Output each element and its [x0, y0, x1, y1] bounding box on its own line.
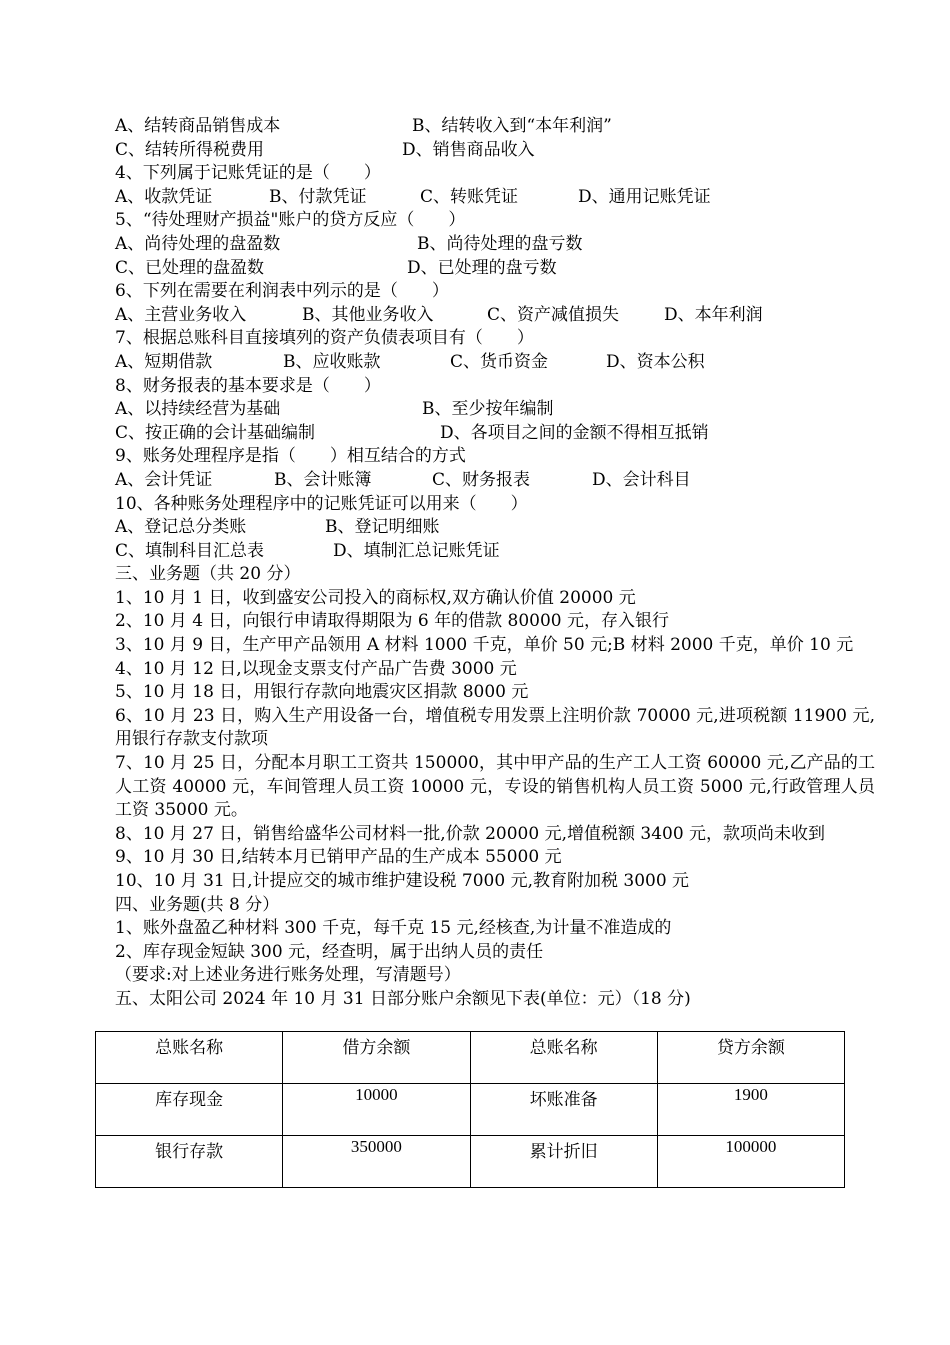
q10-option-d: D、填制汇总记账凭证	[333, 540, 500, 561]
q10-stem: 10、各种账务处理程序中的记账凭证可以用来（ ）	[115, 493, 528, 514]
header-account-name-debit: 总账名称	[96, 1032, 283, 1084]
q7-options	[115, 351, 875, 375]
q5-options-row-1	[115, 233, 875, 257]
section3-item-7: 7、10 月 25 日，分配本月职工工资共 150000，其中甲产品的生产工人工资 60000 元,乙产品的工人工资 40000 元，车间管理人员工资 10000 元，专设的销售机构人员工资 5000 元,行政管理人员工资 35000 元。	[115, 753, 875, 821]
table-cell: 1900	[657, 1084, 844, 1136]
section3-item-3: 3、10 月 9 日，生产甲产品领用 A 材料 1000 千克，单价 50 元;B 材料 2000 千克，单价 10 元	[115, 635, 854, 656]
section4-item-1: 1、账外盘盈乙种材料 300 千克，每千克 15 元,经核查,为计量不准造成的	[115, 918, 672, 939]
q4-options	[115, 186, 875, 210]
q4-stem: 4、下列属于记账凭证的是（ ）	[115, 163, 381, 184]
q10-option-c: C、填制科目汇总表	[115, 540, 265, 561]
q5-stem: 5、“待处理财产损益"账户的贷方反应（ ）	[115, 210, 466, 231]
table-cell: 银行存款	[96, 1136, 283, 1188]
q9-option-d: D、会计科目	[592, 469, 691, 490]
q5-option-b: B、尚待处理的盘亏数	[417, 233, 583, 254]
section4-item-2: 2、库存现金短缺 300 元，经查明，属于出纳人员的责任	[115, 941, 544, 962]
q8-option-d: D、各项目之间的金额不得相互抵销	[440, 422, 709, 443]
q8-option-a: A、以持续经营为基础	[115, 399, 281, 420]
table-cell: 10000	[283, 1084, 470, 1136]
q4-option-b: B、付款凭证	[269, 186, 367, 207]
section3-title: 三、业务题（共 20 分）	[115, 564, 301, 585]
section3-item-2: 2、10 月 4 日，向银行申请取得期限为 6 年的借款 80000 元，存入银行	[115, 611, 669, 632]
table-row	[96, 1136, 845, 1188]
q5-option-c: C、已处理的盘盈数	[115, 257, 265, 278]
q3-option-b: B、结转收入到“本年利润”	[412, 116, 612, 136]
q7-stem: 7、根据总账科目直接填列的资产负债表项目有（ ）	[115, 328, 534, 349]
q3-option-c: C、结转所得税费用	[115, 139, 265, 160]
q6-stem: 6、下列在需要在利润表中列示的是（ ）	[115, 281, 449, 302]
table-row	[96, 1084, 845, 1136]
q7-option-c: C、货币资金	[450, 351, 549, 372]
q9-options	[115, 469, 875, 493]
header-debit-balance: 借方余额	[283, 1032, 470, 1084]
q5-options-row-2	[115, 257, 875, 281]
section3-item-10: 10、10 月 31 日,计提应交的城市维护建设税 7000 元,教育附加税 3000 元	[115, 871, 690, 891]
section3-item-9: 9、10 月 30 日,结转本月已销甲产品的生产成本 55000 元	[115, 847, 562, 868]
section3-item-5: 5、10 月 18 日，用银行存款向地震灾区捐款 8000 元	[115, 682, 529, 703]
q6-option-b: B、其他业务收入	[302, 304, 434, 325]
table-cell: 350000	[283, 1136, 470, 1188]
table-cell: 坏账准备	[470, 1084, 657, 1136]
balance-table	[95, 1031, 845, 1188]
q5-option-d: D、已处理的盘亏数	[407, 257, 557, 278]
section3-item-8: 8、10 月 27 日，销售给盛华公司材料一批,价款 20000 元,增值税额 3400 元，款项尚未收到	[115, 823, 826, 844]
q6-option-c: C、资产减值损失	[487, 304, 620, 325]
q4-option-a: A、收款凭证	[115, 186, 213, 207]
q8-option-c: C、按正确的会计基础编制	[115, 422, 316, 443]
q9-option-b: B、会计账簿	[274, 469, 372, 490]
q10-option-b: B、登记明细账	[325, 517, 440, 538]
section4-note: （要求:对上述业务进行账务处理，写清题号）	[115, 965, 461, 986]
q4-option-c: C、转账凭证	[420, 186, 519, 207]
q8-options-row-2	[115, 422, 875, 446]
table-cell: 累计折旧	[470, 1136, 657, 1188]
q9-option-c: C、财务报表	[432, 469, 531, 490]
section3-item-6: 6、10 月 23 日，购入生产用设备一台，增值税专用发票上注明价款 70000 元,进项税额 11900 元,用银行存款支付款项	[115, 705, 875, 750]
q10-option-a: A、登记总分类账	[115, 517, 247, 538]
q6-option-d: D、本年利润	[664, 304, 763, 325]
q7-option-d: D、资本公积	[606, 351, 705, 372]
q9-option-a: A、会计凭证	[115, 469, 213, 490]
q10-options-row-1	[115, 516, 875, 540]
q6-options	[115, 304, 875, 328]
section5-title: 五、太阳公司 2024 年 10 月 31 日部分账户余额见下表(单位：元）（18 分)	[115, 988, 691, 1009]
q6-option-a: A、主营业务收入	[115, 304, 247, 325]
q4-option-d: D、通用记账凭证	[578, 186, 711, 207]
header-credit-balance: 贷方余额	[657, 1032, 844, 1084]
q5-option-a: A、尚待处理的盘盈数	[115, 233, 281, 254]
q8-options-row-1	[115, 398, 875, 422]
exam-page	[115, 115, 875, 1012]
q9-stem: 9、账务处理程序是指（ ）相互结合的方式	[115, 446, 466, 467]
table-cell: 库存现金	[96, 1084, 283, 1136]
q3-option-a: A、结转商品销售成本	[115, 116, 281, 136]
table-cell: 100000	[657, 1136, 844, 1188]
section3-item-1: 1、10 月 1 日，收到盛安公司投入的商标权,双方确认价值 20000 元	[115, 587, 636, 608]
q7-option-b: B、应收账款	[283, 351, 381, 372]
q3-option-d: D、销售商品收入	[402, 139, 535, 160]
q3-options-row-1	[115, 115, 875, 139]
q8-stem: 8、财务报表的基本要求是（ ）	[115, 375, 381, 396]
header-account-name-credit: 总账名称	[470, 1032, 657, 1084]
q7-option-a: A、短期借款	[115, 351, 213, 372]
section3-item-4: 4、10 月 12 日,以现金支票支付产品广告费 3000 元	[115, 658, 517, 679]
table-header-row	[96, 1032, 845, 1084]
q3-options-row-2	[115, 139, 875, 163]
section4-title: 四、业务题(共 8 分）	[115, 894, 280, 915]
q8-option-b: B、至少按年编制	[422, 399, 554, 420]
q10-options-row-2	[115, 540, 875, 564]
